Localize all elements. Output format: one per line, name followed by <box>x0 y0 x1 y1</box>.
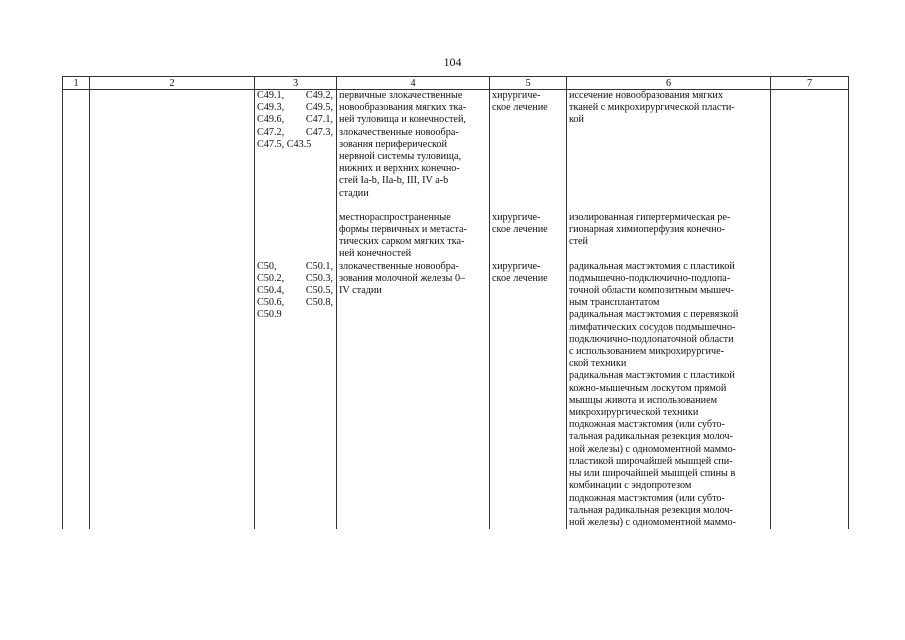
column-header-6: 6 <box>567 77 771 90</box>
text-line: зования периферической <box>339 138 447 150</box>
method-text <box>569 212 767 249</box>
method-text <box>569 261 767 310</box>
cell-profile <box>90 90 255 200</box>
diagnosis-text <box>339 90 486 200</box>
text-line: подкожная мастэктомия (или субто- <box>569 492 725 504</box>
text-line: стей Ia-b, IIa-b, III, IV a-b <box>339 175 449 187</box>
cell-treatment <box>490 212 567 261</box>
text-line: радикальная мастэктомия с пластикой <box>569 260 735 272</box>
cell-method <box>567 212 771 261</box>
text-line: ское лечение <box>492 272 548 284</box>
text-line: ское лечение <box>492 102 548 114</box>
text-line: нервной системы туловища, <box>339 151 462 163</box>
cell-norm <box>771 261 849 529</box>
text-line: тканей с микрохирургической пласти- <box>569 102 735 114</box>
text-line: ней туловища и конечностей, <box>339 114 466 126</box>
code-line: C50.2, C50.3, <box>257 272 333 284</box>
cell-diagnosis <box>337 261 490 529</box>
text-line: пластикой широчайшей мышцей спи- <box>569 455 733 467</box>
code-line: C50.6, C50.8, <box>257 297 333 309</box>
method-text <box>569 370 767 419</box>
text-line: ным трансплантатом <box>569 297 660 309</box>
text-line: подмышечно-подключично-подлопа- <box>569 272 731 284</box>
cell-method <box>567 90 771 200</box>
spacer-row <box>63 200 849 212</box>
treatment-text <box>492 261 563 285</box>
text-line: новообразования мягких тка- <box>339 102 467 114</box>
text-line: стадии <box>339 187 369 199</box>
text-line: мышцы живота и использованием <box>569 394 718 406</box>
cell-profile <box>90 212 255 261</box>
column-header-2: 2 <box>90 77 255 90</box>
text-line: комбинации с эндопротезом <box>569 480 692 492</box>
text-line: тических сарком мягких тка- <box>339 236 465 248</box>
code-line: C49.3, C49.5, <box>257 102 333 114</box>
text-line: ны или широчайшей мышцей спины в <box>569 468 736 480</box>
cell-treatment <box>490 90 567 200</box>
cell-icd-codes <box>255 212 337 261</box>
text-line: с использованием микрохирургиче- <box>569 346 725 358</box>
cell-diagnosis <box>337 212 490 261</box>
text-line: кой <box>569 114 584 126</box>
text-line: гионарная химиоперфузия конечно- <box>569 224 726 236</box>
cell-norm <box>771 212 849 261</box>
method-text <box>569 309 767 370</box>
code-line: C49.6, C47.1, <box>257 114 333 126</box>
text-line: микрохирургической техники <box>569 407 699 419</box>
cell-number <box>63 90 90 200</box>
cell-norm <box>771 90 849 200</box>
cell-diagnosis <box>337 90 490 200</box>
table-row <box>63 90 849 200</box>
text-line: хирургиче- <box>492 90 541 101</box>
text-line: ной железы) с одномоментной маммо- <box>569 443 736 455</box>
text-line: злокачественные новообра- <box>339 126 459 138</box>
column-header-5: 5 <box>490 77 567 90</box>
text-line: изолированная гипертермическая ре- <box>569 211 731 223</box>
code-line: C50.4, C50.5, <box>257 285 333 297</box>
column-header-3: 3 <box>255 77 337 90</box>
text-line: ней конечностей <box>339 248 412 260</box>
medical-procedures-table <box>62 76 849 529</box>
code-line: C47.5, C43.5 <box>257 138 312 150</box>
table-row <box>63 261 849 529</box>
treatment-text <box>492 212 563 236</box>
code-line: C49.1, C49.2, <box>257 90 333 101</box>
cell-treatment <box>490 261 567 529</box>
text-line: хирургиче- <box>492 260 541 272</box>
text-line: радикальная мастэктомия с пластикой <box>569 370 735 382</box>
text-line: подкожная мастэктомия (или субто- <box>569 419 725 431</box>
text-line: зования молочной железы 0– <box>339 272 466 284</box>
text-line: первичные злокачественные <box>339 90 463 101</box>
text-line: тальная радикальная резекция молоч- <box>569 431 733 443</box>
text-line: ной железы) с одномоментной маммо- <box>569 516 736 528</box>
text-line: подключично-подлопаточной области <box>569 333 734 345</box>
cell-number <box>63 261 90 529</box>
cell-method <box>567 261 771 529</box>
text-line: нижних и верхних конечно- <box>339 163 460 175</box>
treatment-text <box>492 90 563 114</box>
method-text <box>569 419 767 492</box>
method-text <box>569 90 767 127</box>
text-line: ской техники <box>569 358 627 370</box>
page-number: 104 <box>443 55 462 69</box>
text-line: стей <box>569 236 588 248</box>
text-line: хирургиче- <box>492 211 541 223</box>
cell-icd-codes <box>255 90 337 200</box>
text-line: злокачественные новообра- <box>339 260 459 272</box>
table-row <box>63 212 849 261</box>
column-number-row <box>63 77 849 90</box>
text-line: IV стадии <box>339 285 382 297</box>
cell-number <box>63 212 90 261</box>
method-text <box>569 493 767 530</box>
column-header-4: 4 <box>337 77 490 90</box>
text-line: тальная радикальная резекция молоч- <box>569 504 733 516</box>
text-line: ское лечение <box>492 224 548 236</box>
diagnosis-text <box>339 212 486 261</box>
text-line: формы первичных и метаста- <box>339 224 467 236</box>
text-line: радикальная мастэктомия с перевязкой <box>569 309 739 321</box>
column-header-7: 7 <box>771 77 849 90</box>
text-line: лимфатических сосудов подмышечно- <box>569 321 736 333</box>
cell-icd-codes <box>255 261 337 529</box>
text-line: иссечение новообразования мягких <box>569 90 723 101</box>
diagnosis-text <box>339 261 486 298</box>
text-line: кожно-мышечным лоскутом прямой <box>569 382 727 394</box>
code-line: C47.2, C47.3, <box>257 126 333 138</box>
text-line: точной области композитным мышеч- <box>569 285 734 297</box>
column-header-1: 1 <box>63 77 90 90</box>
code-line: C50.9 <box>257 309 282 321</box>
cell-profile <box>90 261 255 529</box>
code-line: C50, C50.1, <box>257 260 333 272</box>
text-line: местнораспространенные <box>339 211 451 223</box>
